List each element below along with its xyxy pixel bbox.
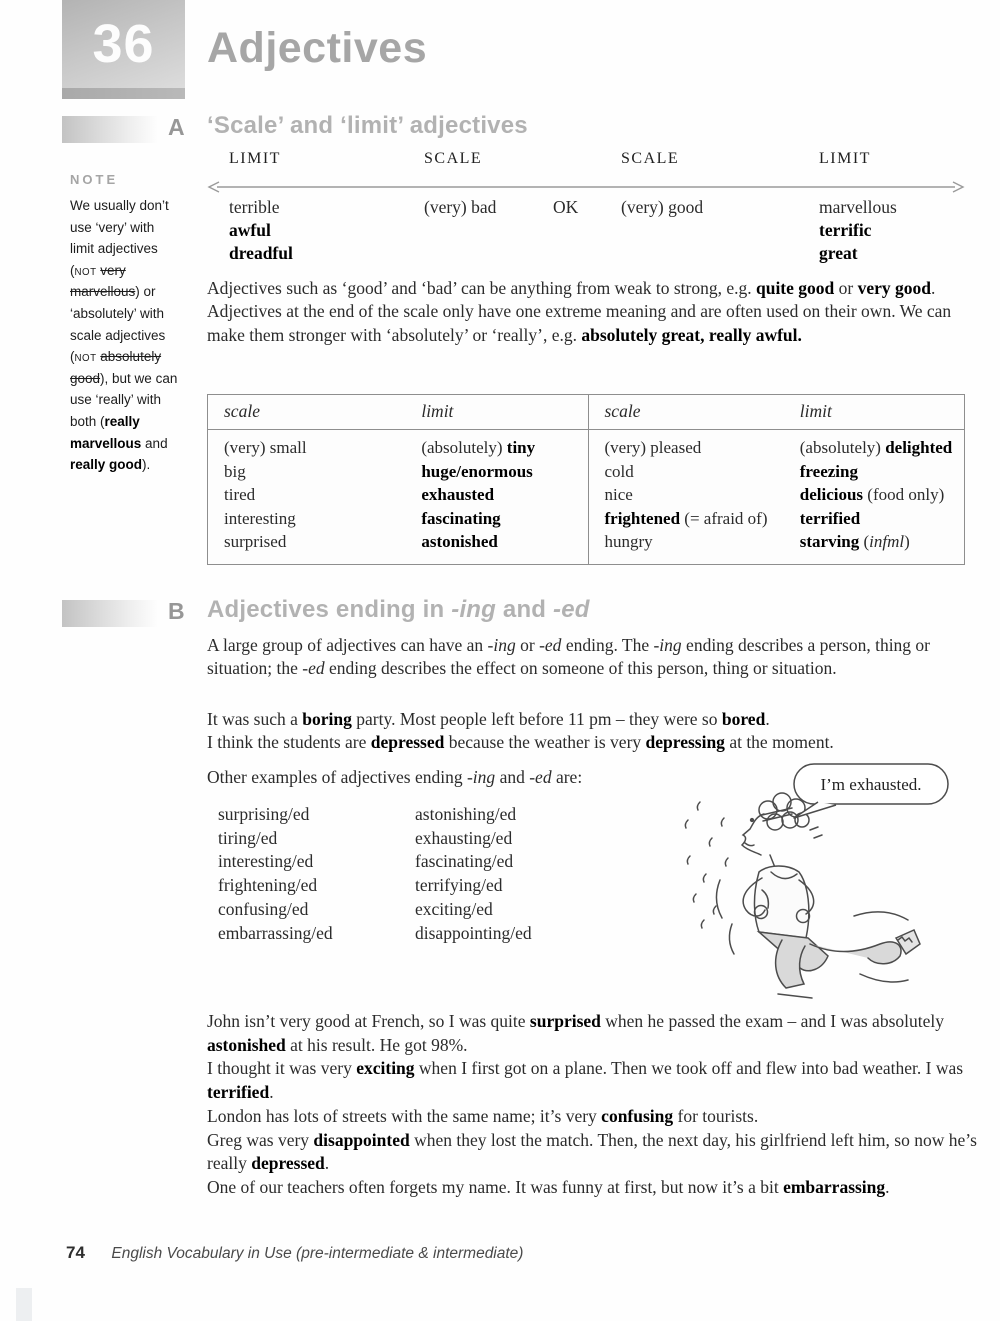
note-body: We usually don’t use ‘very’ with limit adjectives (NOT very marvellous) or ‘absolutely’ with scale adjectives (NOT absolutely good), but we can use ‘really’ with both (really marvellous and really good). (70, 198, 178, 473)
unit-box-strip (62, 88, 185, 99)
table-row: surprised astonished (224, 532, 498, 551)
table-row: interesting fascinating (224, 508, 501, 528)
other-examples-intro: Other examples of adjectives ending -ing and -ed are: (207, 767, 583, 787)
page-title: Adjectives (207, 24, 428, 72)
book-title: English Vocabulary in Use (pre-intermediate & intermediate) (111, 1245, 524, 1262)
adjective-item: frightening/ed (218, 875, 318, 896)
example-line: I think the students are depressed because the weather is very depressing at the moment. (207, 732, 834, 753)
section-b-letter: B (168, 598, 185, 624)
adjective-item: astonishing/ed (415, 804, 517, 824)
diagram-header-limit-right: LIMIT (819, 150, 871, 167)
diagram-left-scale-word: (very) bad (424, 197, 497, 217)
table-header-limit: limit (799, 401, 832, 421)
page-footer (66, 1243, 523, 1263)
example-sentence: London has lots of streets with the same name; it’s very confusing for tourists. (207, 1105, 759, 1126)
adjective-item: tiring/ed (218, 827, 278, 848)
section-a-paragraph: Adjectives such as ‘good’ and ‘bad’ can be anything from weak to strong, e.g. quite good or very good. Adjectives at the end of the scale only have one extreme meaning and are often used on their own. We can make them stronger with ‘absolutely’ or ‘really’, e.g. absolutely great, really awful. (207, 278, 952, 345)
table-row: (very) pleased (absolutely) delighted (604, 438, 953, 457)
example-sentence: Greg was very disappointed when they lost the match. Then, the next day, his girlfriend left him, so now he’s really depressed. (207, 1129, 977, 1174)
adjective-item: terrifying/ed (415, 875, 503, 896)
table-header-scale: scale (224, 401, 260, 421)
diagram-header-limit-left: LIMIT (229, 150, 281, 167)
table-row: nice delicious (food only) (604, 485, 945, 504)
diagram-right-limit-words: marvellous terrific great (819, 197, 897, 263)
scale-arrow-icon (207, 180, 965, 194)
example-sentence: I thought it was very exciting when I first got on a plane. Then we took off and flew into bad weather. I was terrified. (207, 1058, 964, 1103)
unit-number-box (62, 0, 185, 88)
example-sentence: John isn’t very good at French, so I was quite surprised when he passed the exam – and I was absolutely astonished at his result. He got 98%. (207, 1011, 944, 1055)
scale-diagram (207, 150, 965, 278)
section-a-heading: ‘Scale’ and ‘limit’ adjectives (207, 112, 528, 139)
scale-limit-table (207, 394, 965, 565)
table-header-scale: scale (604, 401, 641, 421)
table-row: hungry starving (infml) (604, 532, 910, 551)
section-b-intro: A large group of adjectives can have an -ing or -ed ending. The -ing ending describes a person, thing or situation; the -ed ending describes the effect on someone of this person, thing or situation. (207, 635, 931, 679)
table-row: tired exhausted (224, 485, 495, 504)
page-edge-mark (16, 1288, 32, 1321)
table-row: (very) small (absolutely) tiny (224, 438, 536, 457)
adjective-item: embarrassing/ed (218, 922, 333, 943)
table-panel-left (208, 395, 588, 564)
section-b-heading: Adjectives ending in -ing and -ed (207, 596, 590, 623)
section-a-letter: A (168, 114, 185, 140)
table-panel-right (588, 395, 964, 564)
diagram-right-scale-word: (very) good (621, 197, 704, 217)
speech-bubble (794, 764, 948, 818)
table-header-limit: limit (421, 401, 454, 421)
diagram-header-scale-right: SCALE (621, 150, 680, 167)
runner-illustration (658, 758, 982, 1004)
page-number: 74 (66, 1243, 85, 1262)
diagram-middle-word: OK (553, 197, 579, 217)
example-line: It was such a boring party. Most people left before 11 pm – they were so bored. (207, 709, 770, 729)
adjective-item: fascinating/ed (415, 851, 514, 872)
adjective-item: disappointing/ed (415, 922, 532, 943)
table-row: cold freezing (604, 461, 858, 481)
section-b-examples (207, 708, 981, 755)
section-b-band (62, 600, 158, 627)
table-body-left (208, 430, 588, 564)
adjective-list-column-1 (218, 803, 333, 945)
diagram-header-scale-left: SCALE (424, 150, 483, 167)
example-sentence: One of our teachers often forgets my name. It was funny at first, but now it’s a bit embarrassing. (207, 1176, 890, 1197)
section-b-sentences (207, 1010, 985, 1200)
adjective-item: interesting/ed (218, 851, 314, 872)
speech-bubble-text: I’m exhausted. (820, 775, 922, 794)
unit-number: 36 (92, 14, 155, 74)
note-label: NOTE (70, 172, 119, 187)
adjective-item: confusing/ed (218, 898, 309, 919)
table-body-right (589, 430, 964, 564)
table-row: big huge/enormous (224, 461, 533, 481)
adjective-list-column-2 (415, 803, 532, 945)
adjective-item: surprising/ed (218, 804, 310, 824)
adjective-item: exhausting/ed (415, 827, 513, 848)
table-row: frightened (= afraid of) terrified (604, 508, 861, 528)
adjective-item: exciting/ed (415, 898, 493, 919)
section-a-band (62, 116, 158, 143)
diagram-left-limit-words: terrible awful dreadful (229, 197, 293, 263)
